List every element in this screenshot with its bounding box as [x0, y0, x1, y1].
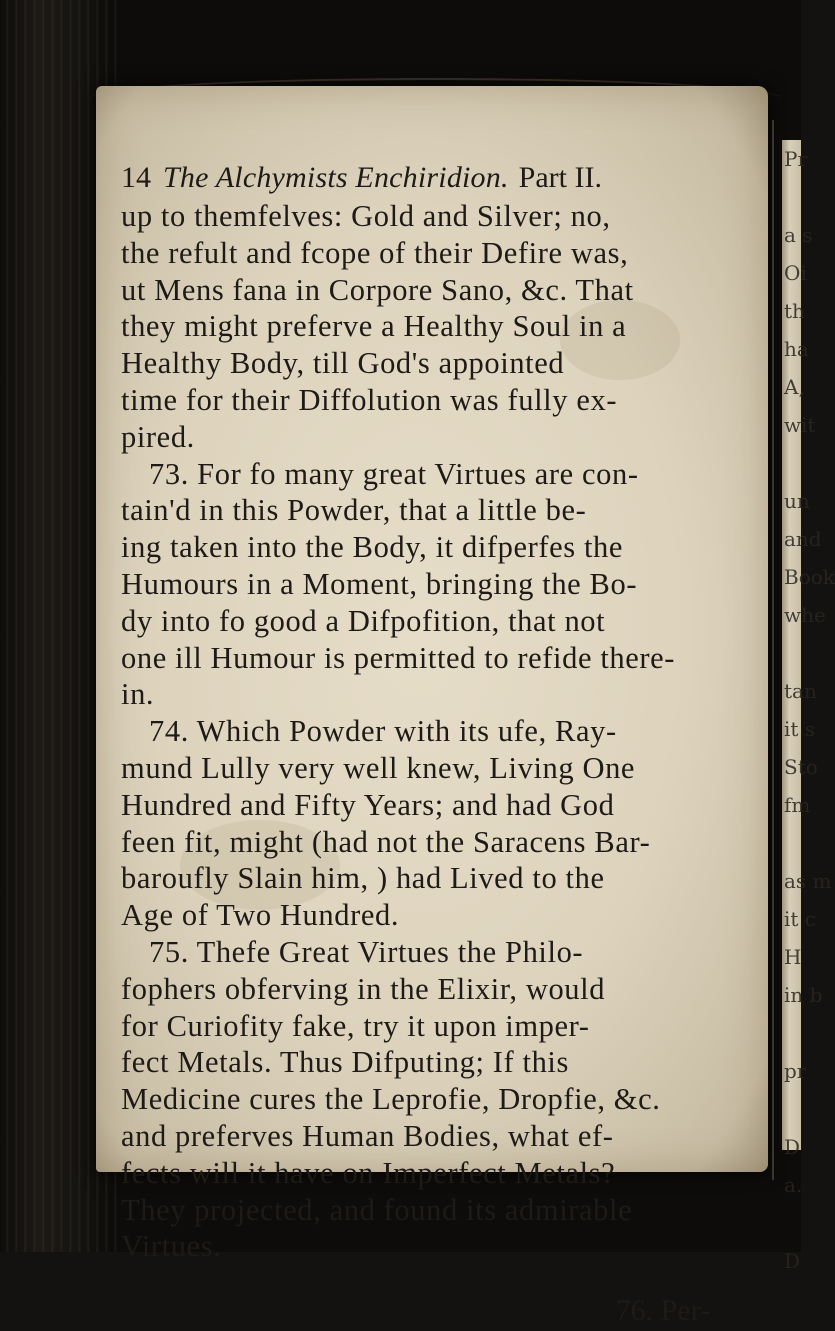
- text-line: baroufly Slain him, ) had Lived to the: [121, 861, 605, 896]
- text-line: dy into fo good a Difpofition, that not: [121, 603, 606, 638]
- text-line: in.: [121, 677, 155, 712]
- text-line: ut Mens fana in Corpore Sano, &c. That: [121, 272, 634, 307]
- page-number: 14: [121, 161, 151, 194]
- adjacent-page-fragment: [782, 140, 835, 1273]
- text-line: up to themfelves: Gold and Silver; no,: [121, 199, 611, 233]
- text-line: fophers obferving in the Elixir, would: [121, 971, 606, 1006]
- text-line: for Curiofity fake, try it upon imper-: [121, 1008, 590, 1043]
- text-line: feen fit, might (had not the Saracens Bar-: [121, 824, 651, 859]
- catchword: 76. Per-: [615, 1294, 710, 1328]
- page-text-block: [121, 158, 776, 1331]
- text-line: Medicine cures the Leprofie, Dropfie, &c.: [121, 1082, 661, 1117]
- text-line: Virtues.: [121, 1229, 222, 1264]
- text-line: fects will it have on Imperfect Metals?: [121, 1155, 616, 1190]
- text-line: Age of Two Hundred.: [121, 898, 400, 933]
- text-line: 74. Which Powder with its ufe, Ray-: [149, 714, 617, 749]
- body-text: [121, 198, 776, 1265]
- text-line: Healthy Body, till God's appointed: [121, 346, 565, 381]
- text-line: 75. Thefe Great Virtues the Philo-: [149, 934, 584, 969]
- text-line: ing taken into the Body, it difperfes the: [121, 530, 624, 565]
- running-header: [121, 158, 776, 198]
- part-label: Part II.: [518, 161, 602, 194]
- text-line: Hundred and Fifty Years; and had God: [121, 787, 615, 822]
- text-line: They projected, and found its admirable: [121, 1192, 633, 1227]
- text-line: one ill Humour is permitted to refide there-: [121, 640, 676, 675]
- text-line: the refult and fcope of their Defire was,: [121, 235, 629, 270]
- text-line: time for their Diffolution was fully ex-: [121, 382, 618, 417]
- running-title: The Alchymists Enchiridion.: [163, 161, 509, 194]
- text-line: tain'd in this Powder, that a little be-: [121, 493, 587, 528]
- adjacent-page-text: Pr a s Oi th ha A, wit un and Book whe tan it s Sto fm as m it c H in b pr D a. D: [784, 147, 835, 1273]
- text-line: Humours in a Moment, bringing the Bo-: [121, 566, 638, 601]
- text-line: and preferves Human Bodies, what ef-: [121, 1118, 614, 1153]
- text-line: pired.: [121, 419, 195, 454]
- text-line: 73. For fo many great Virtues are con-: [149, 456, 639, 491]
- text-line: fect Metals. Thus Difputing; If this: [121, 1045, 569, 1080]
- text-line: they might preferve a Healthy Soul in a: [121, 309, 627, 344]
- text-line: mund Lully very well knew, Living One: [121, 750, 636, 785]
